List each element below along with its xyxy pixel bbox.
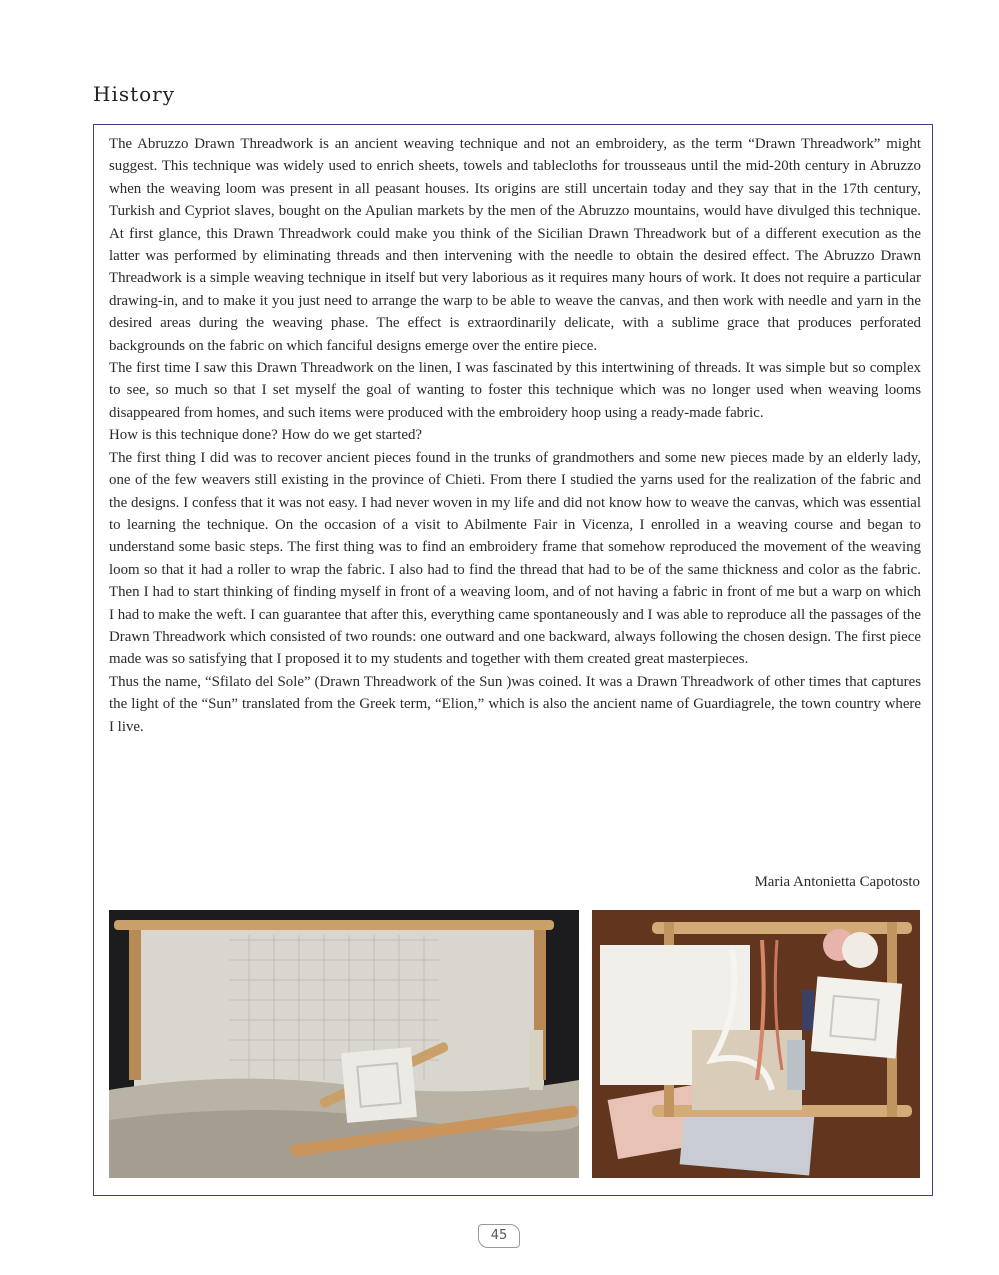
paragraph: The first thing I did was to recover ancient pieces found in the trunks of grandmothers and some new pieces made by an elderly lady, one of the few weavers still existing in the province of Chieti. From there I studied the yarns used for the realization of the fabric and the designs. I confess that it was not easy. I had never woven in my life and did not know how to weave the canvas, which was essential to learning the technique. On the occasion of a visit to Abilmente Fair in Vicenza, I enrolled in a weaving course and began to understand some basic steps. The first thing was to find an embroidery frame that somehow reproduced the movement of the weaving loom so that it had a roller to wrap the fabric. I also had to find the thread that had to be of the same thickness and color as the fabric. Then I had to start thinking of finding myself in front of a weaving loom, and of not having a fabric in front of me but a warp on which I had to make the weft. I can guarantee that after this, everything came spontaneously and I was able to reproduce all the passages of the Drawn Threadwork which consisted of two rounds: one outward and one backward, always following the chosen design. The first piece made was so satisfying that I proposed it to my students and together with them created great masterpieces. (109, 449, 921, 668)
paragraph: The first time I saw this Drawn Threadwork on the linen, I was fascinated by this intertwining of threads. It was simple but so complex to see, so much so that I set myself the goal of wanting to foster this technique which was no longer used when weaving looms disappeared from homes, and such items were produced with the embroidery hoop using a ready-made fabric. (109, 360, 921, 421)
embroidery-frame-photo (592, 910, 920, 1178)
paragraph: How is this technique done? How do we get started? (109, 427, 423, 444)
page-number: 45 (478, 1224, 520, 1248)
loom-photo (109, 910, 579, 1178)
paragraph: The Abruzzo Drawn Threadwork is an ancient weaving technique and not an embroidery, as the term “Drawn Threadwork” might suggest. This technique was widely used to enrich sheets, towels and tablecloths for trousseaus until the mid-20th century in Abruzzo when the weaving loom was present in all peasant houses. Its origins are still uncertain today and they say that in the 17th century, Turkish and Cypriot slaves, bought on the Apulian markets by the men of the Abruzzo mountains, would have divulged this technique. At first glance, this Drawn Threadwork could make you think of the Sicilian Drawn Threadwork but of a different execution as the latter was performed by eliminating threads and then intervening with the needle to obtain the desired effect. The Abruzzo Drawn Threadwork is a simple weaving technique in itself but very laborious as it requires many hours of work. It does not require a particular drawing-in, and to make it you just need to arrange the warp to be able to weave the canvas, and then work with needle and yarn in the desired areas during the weaving phase. The effect is extraordinarily delicate, with a sublime grace that produces perforated backgrounds on the fabric on which fanciful designs emerge over the entire piece. (109, 136, 921, 354)
article-body (109, 133, 921, 738)
section-title: History (93, 82, 176, 106)
article-frame (93, 124, 933, 1196)
paragraph: Thus the name, “Sfilato del Sole” (Drawn Threadwork of the Sun )was coined. It was a Drawn Threadwork of other times that captures the light of the “Sun” translated from the Greek term, “Elion,” which is also the ancient name of Guardiagrele, the town country where I live. (109, 673, 921, 735)
author-signature: Maria Antonietta Capotosto (754, 874, 920, 890)
